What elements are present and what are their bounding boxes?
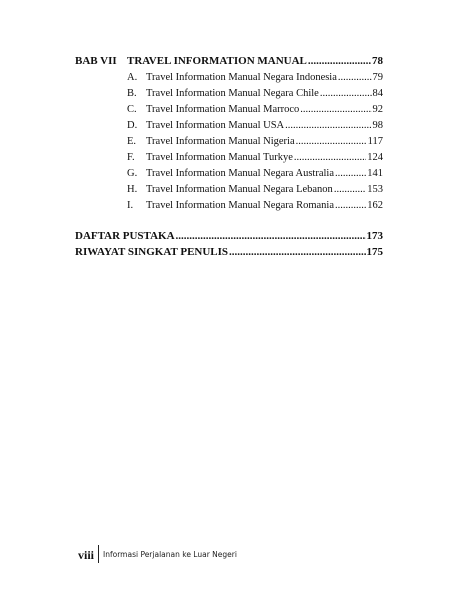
section-page: 124 — [367, 152, 383, 163]
section-page: 141 — [367, 168, 383, 179]
section-title: Travel Information Manual Negara Indonesia — [146, 72, 337, 83]
toc-section-entry — [127, 87, 383, 101]
toc-section-entry — [127, 135, 383, 149]
footer-page-number: viii — [78, 545, 99, 563]
back-matter-page: 175 — [366, 246, 383, 258]
dot-leader — [335, 199, 366, 213]
section-page: 162 — [367, 200, 383, 211]
dot-leader — [229, 245, 365, 259]
back-matter-page: 173 — [366, 230, 383, 242]
dot-leader — [285, 119, 371, 133]
dot-leader — [176, 229, 366, 243]
toc-section-entry — [127, 71, 383, 85]
section-title: Travel Information Manual Negara Chile — [146, 88, 319, 99]
back-matter-title: RIWAYAT SINGKAT PENULIS — [75, 246, 229, 258]
section-page: 92 — [372, 104, 383, 115]
dot-leader — [300, 103, 371, 117]
toc-daftar-pustaka-entry — [75, 229, 383, 243]
toc-section-entry — [127, 167, 383, 181]
chapter-title: TRAVEL INFORMATION MANUAL — [127, 55, 307, 67]
toc-section-entry — [127, 119, 383, 133]
dot-leader — [334, 183, 366, 197]
dot-leader — [294, 151, 366, 165]
dot-leader — [296, 135, 367, 149]
section-page: 117 — [367, 136, 383, 147]
page-footer — [78, 544, 237, 564]
toc-section-entry — [127, 183, 383, 197]
section-page: 84 — [372, 88, 383, 99]
toc-section-entry — [127, 151, 383, 165]
dot-leader — [335, 167, 366, 181]
toc-riwayat-penulis-entry — [75, 245, 383, 259]
section-title: Travel Information Manual Marroco — [146, 104, 300, 115]
chapter-label: BAB VII — [75, 55, 117, 67]
section-page: 79 — [372, 72, 383, 83]
section-title: Travel Information Manual Turkye — [146, 152, 293, 163]
section-title: Travel Information Manual Nigeria — [146, 136, 295, 147]
section-title: Travel Information Manual Negara Romania — [146, 200, 334, 211]
section-letter: C. — [127, 104, 137, 115]
section-page: 153 — [367, 184, 383, 195]
back-matter-title: DAFTAR PUSTAKA — [75, 230, 175, 242]
section-letter: F. — [127, 152, 135, 163]
section-letter: I. — [127, 200, 134, 211]
footer-book-title: Informasi Perjalanan ke Luar Negeri — [103, 549, 237, 559]
section-title: Travel Information Manual Negara Lebanon — [146, 184, 333, 195]
section-letter: G. — [127, 168, 138, 179]
section-letter: A. — [127, 72, 138, 83]
section-letter: D. — [127, 120, 138, 131]
toc-chapter-entry — [75, 54, 383, 68]
toc-section-entry — [127, 103, 383, 117]
dot-leader — [338, 71, 372, 85]
dot-leader — [320, 87, 372, 101]
section-letter: E. — [127, 136, 137, 147]
section-letter: B. — [127, 88, 137, 99]
section-title: Travel Information Manual Negara Australia — [146, 168, 334, 179]
section-page: 98 — [372, 120, 383, 131]
section-title: Travel Information Manual USA — [146, 120, 285, 131]
section-letter: H. — [127, 184, 138, 195]
toc-section-entry — [127, 199, 383, 213]
chapter-page: 78 — [372, 55, 383, 67]
dot-leader — [308, 54, 371, 68]
